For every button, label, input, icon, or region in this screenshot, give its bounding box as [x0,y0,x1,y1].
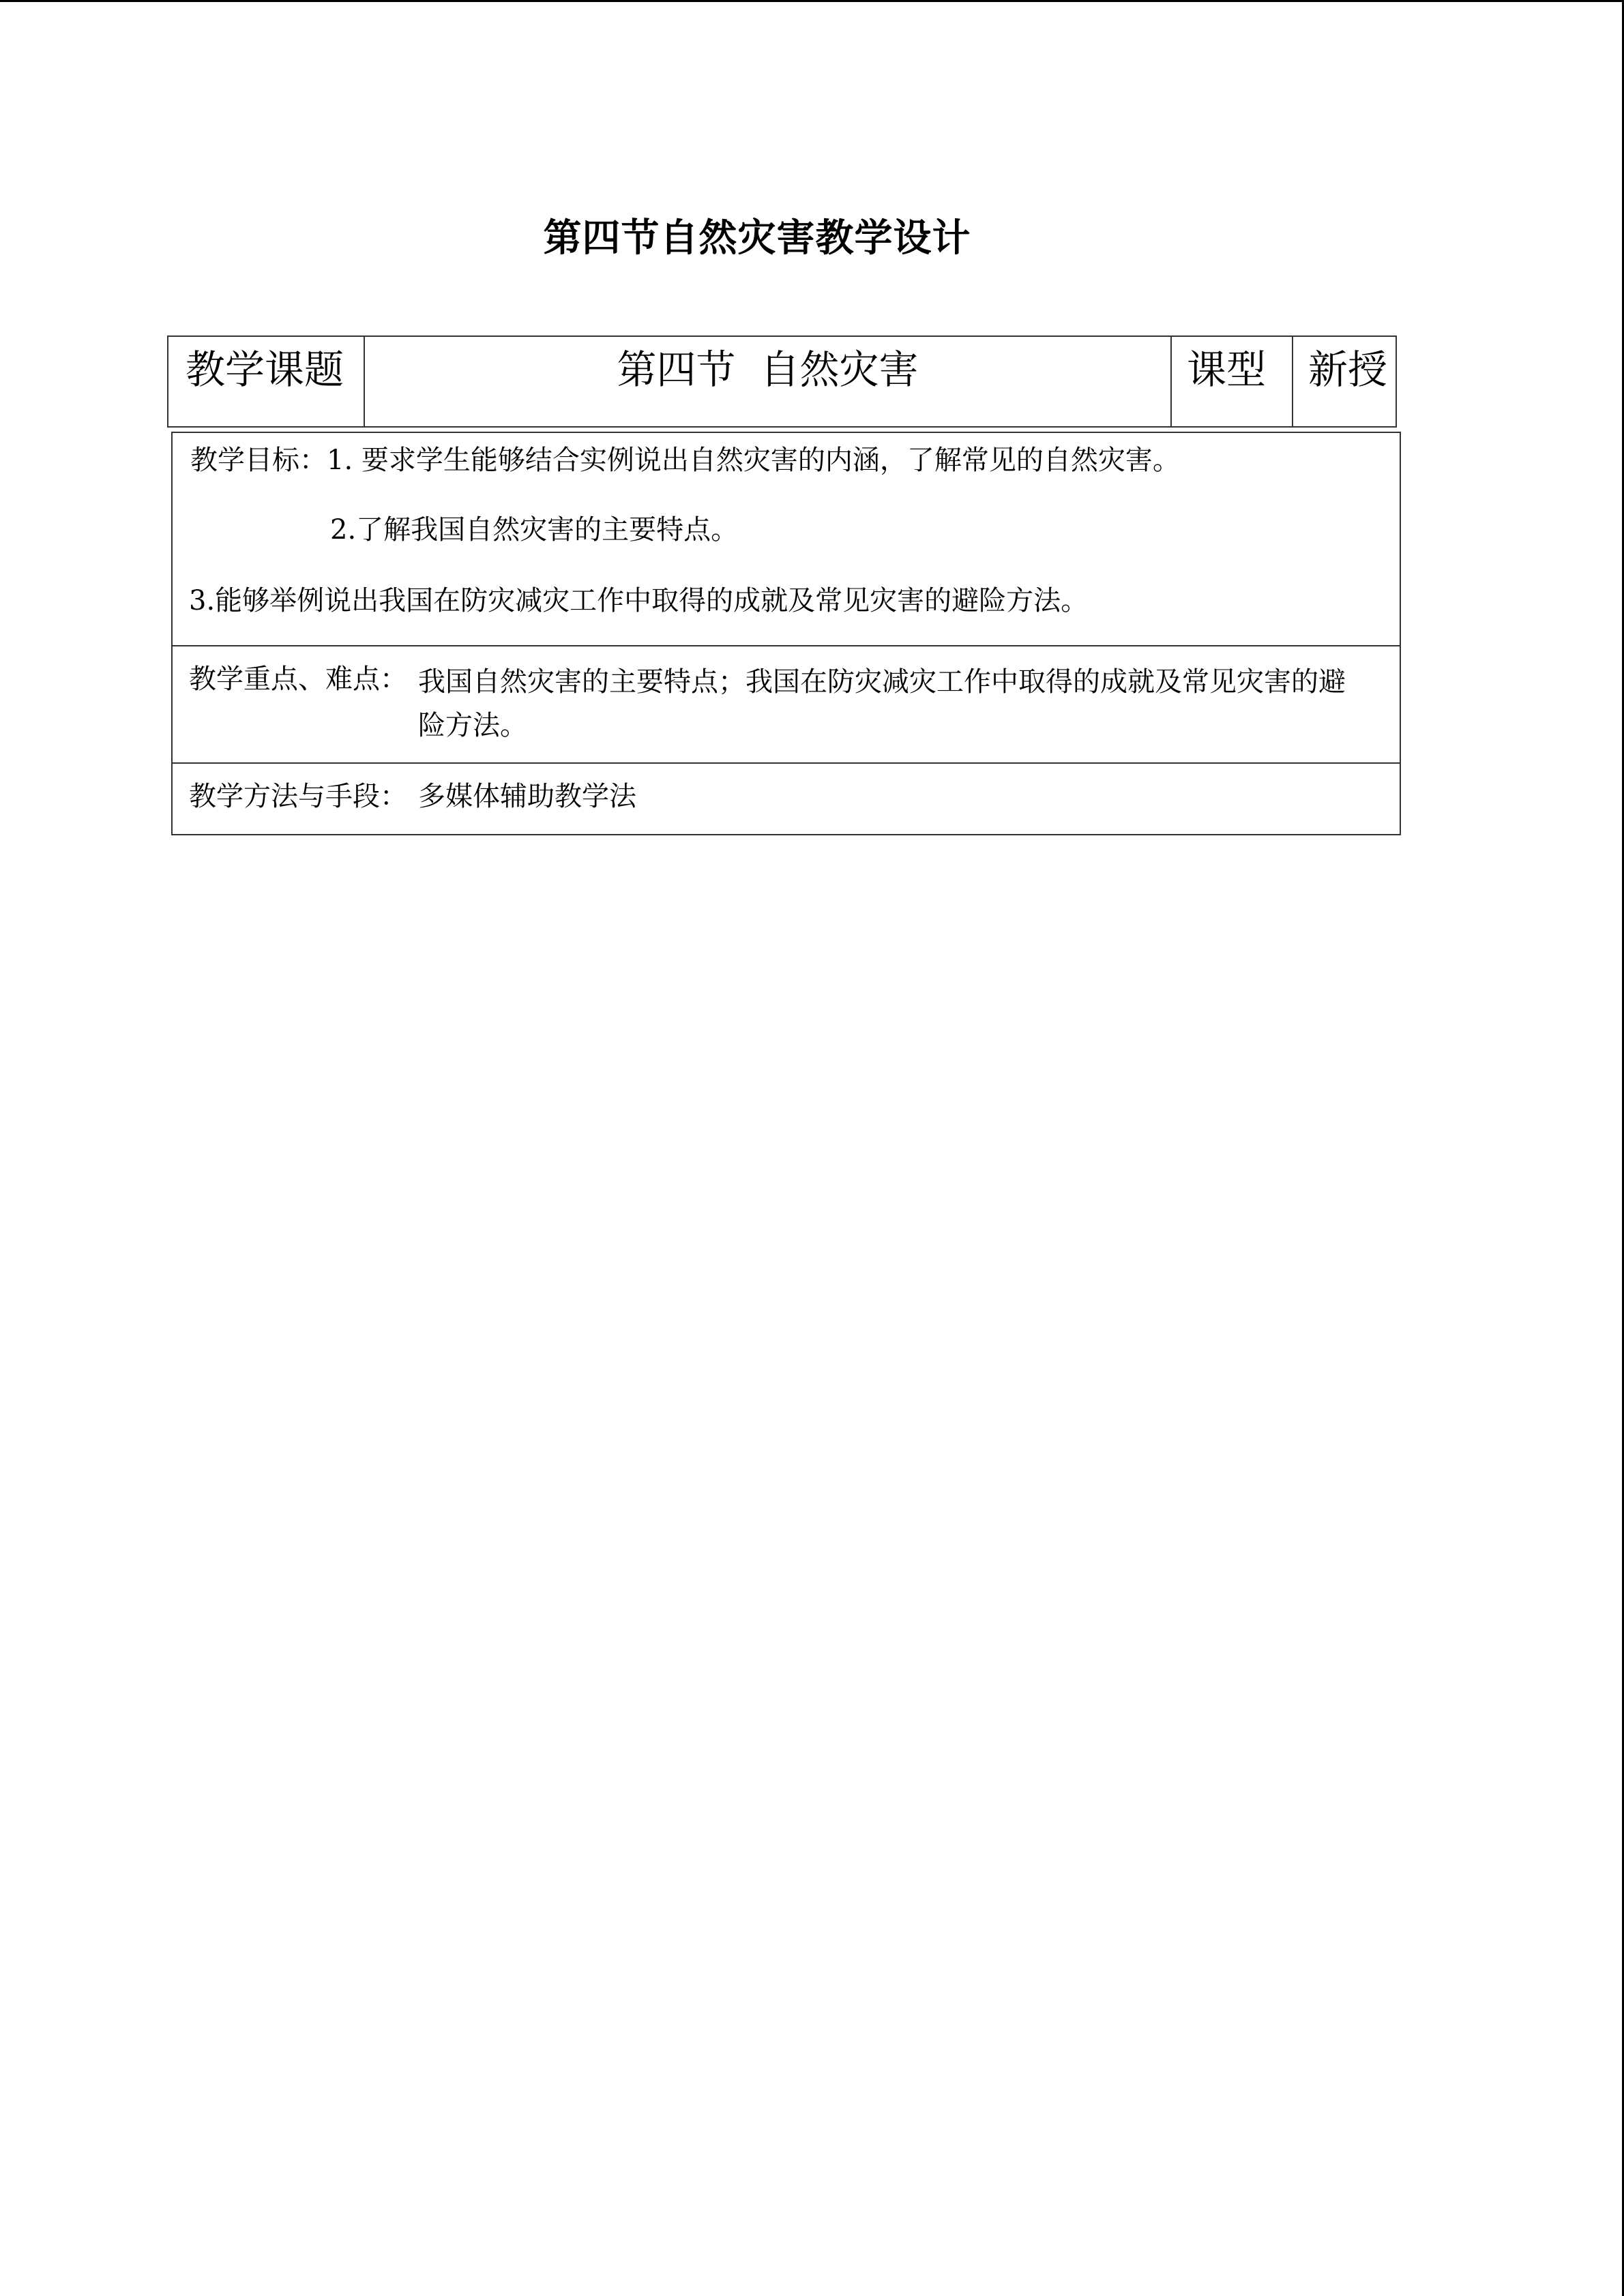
subject-label-cell [168,337,365,426]
page-top-border [0,0,1624,2]
key-points-label: 教学重点、难点： [189,664,407,695]
section-name: 自然灾害 [760,346,919,393]
subject-value-cell [365,337,1172,426]
document-title: 第四节自然灾害教学设计 [543,216,971,260]
lesson-header-table [167,336,1397,428]
type-value: 新授 [1308,346,1388,393]
methods-label: 教学方法与手段： [189,781,407,812]
methods-row [173,764,1400,834]
objective-line-2: 2.了解我国自然灾害的主要特点。 [330,514,739,546]
key-points-row [173,646,1400,764]
objective-line-1: 教学目标：1. 要求学生能够结合实例说出自然灾害的内涵，了解常见的自然灾害。 [190,445,1180,476]
type-label: 课型 [1187,346,1267,393]
subject-label: 教学课题 [186,346,344,393]
objectives-row [173,433,1400,646]
section-number: 第四节 [617,346,736,393]
type-value-cell [1293,337,1396,426]
objective-line-3: 3.能够举例说出我国在防灾减灾工作中取得的成就及常见灾害的避险方法。 [189,585,1089,616]
key-points-content: 我国自然灾害的主要特点；我国在防灾减灾工作中取得的成就及常见灾害的避险方法。 [418,666,1346,741]
type-label-cell [1172,337,1293,426]
methods-content: 多媒体辅助教学法 [418,781,636,812]
lesson-body-table [171,432,1401,835]
